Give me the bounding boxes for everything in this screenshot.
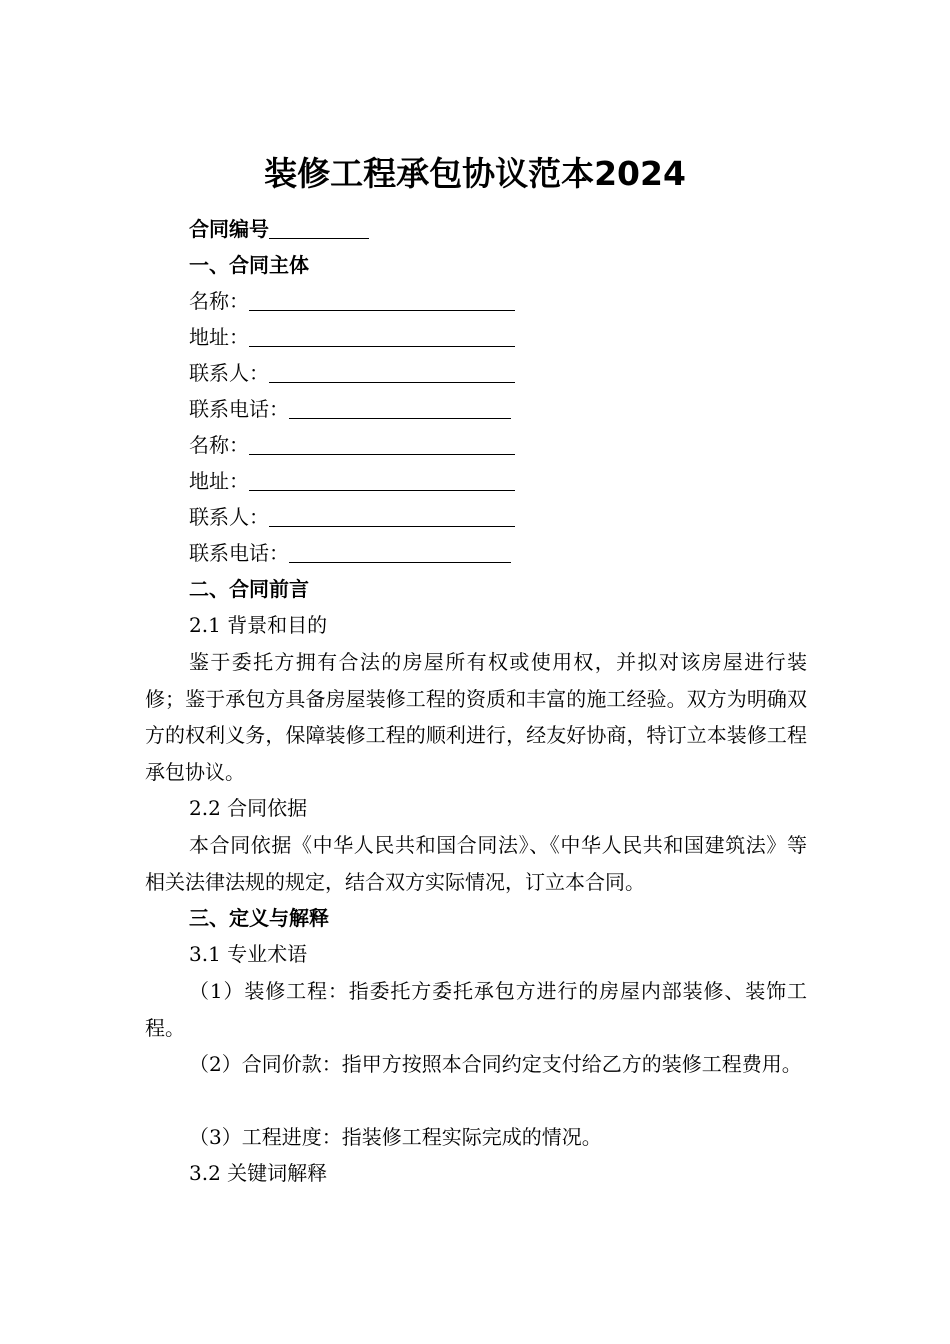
section-2-heading: 二、合同前言 — [189, 577, 309, 601]
section-3-heading: 三、定义与解释 — [189, 906, 329, 930]
party-a-address-line — [189, 319, 515, 355]
party-a-contact-line — [189, 355, 515, 391]
term-definition-2: （2）合同价款：指甲方按照本合同约定支付给乙方的装修工程费用。 — [189, 1052, 802, 1076]
term-definition-3: （3）工程进度：指装修工程实际完成的情况。 — [189, 1125, 602, 1149]
party-b-name-line — [189, 427, 515, 463]
party-a-phone-label: 联系电话： — [189, 397, 289, 421]
party-a-contact-blank[interactable] — [269, 355, 515, 383]
subsection-3-2-heading: 3.2 关键词解释 — [189, 1161, 328, 1185]
subsection-2-2-heading: 2.2 合同依据 — [189, 796, 308, 820]
subsection-3-1-heading: 3.1 专业术语 — [189, 942, 308, 966]
party-b-phone-label: 联系电话： — [189, 541, 289, 565]
legal-basis-paragraph: 本合同依据《中华人民共和国合同法》、《中华人民共和国建筑法》等相关法律法规的规定，结合双方实际情况，订立本合同。 — [145, 833, 807, 894]
party-b-name-label: 名称： — [189, 433, 249, 457]
term-definition-1: （1）装修工程：指委托方委托承包方进行的房屋内部装修、装饰工程。 — [145, 979, 807, 1040]
party-a-phone-blank[interactable] — [289, 391, 511, 419]
party-a-name-label: 名称： — [189, 289, 249, 313]
party-b-contact-label: 联系人： — [189, 505, 269, 529]
background-paragraph: 鉴于委托方拥有合法的房屋所有权或使用权，并拟对该房屋进行装修；鉴于承包方具备房屋装修工程的资质和丰富的施工经验。双方为明确双方的权利义务，保障装修工程的顺利进行，经友好协商，特订立本装修工程承包协议。 — [145, 650, 807, 784]
contract-number-line — [189, 211, 369, 247]
party-b-address-line — [189, 463, 515, 499]
party-a-contact-label: 联系人： — [189, 361, 269, 385]
party-a-address-label: 地址： — [189, 325, 249, 349]
party-a-name-line — [189, 283, 515, 319]
subsection-2-1-heading: 2.1 背景和目的 — [189, 613, 328, 637]
contract-number-blank[interactable] — [269, 211, 369, 239]
party-b-address-label: 地址： — [189, 469, 249, 493]
party-b-contact-blank[interactable] — [269, 499, 515, 527]
document-title: 装修工程承包协议范本2024 — [264, 154, 686, 193]
party-a-phone-line — [189, 391, 511, 427]
party-a-address-blank[interactable] — [249, 319, 515, 347]
party-b-address-blank[interactable] — [249, 463, 515, 491]
party-b-phone-line — [189, 535, 511, 571]
party-a-name-blank[interactable] — [249, 283, 515, 311]
contract-number-label: 合同编号 — [189, 217, 269, 241]
party-b-contact-line — [189, 499, 515, 535]
party-b-phone-blank[interactable] — [289, 535, 511, 563]
section-1-heading: 一、合同主体 — [189, 253, 309, 277]
party-b-name-blank[interactable] — [249, 427, 515, 455]
